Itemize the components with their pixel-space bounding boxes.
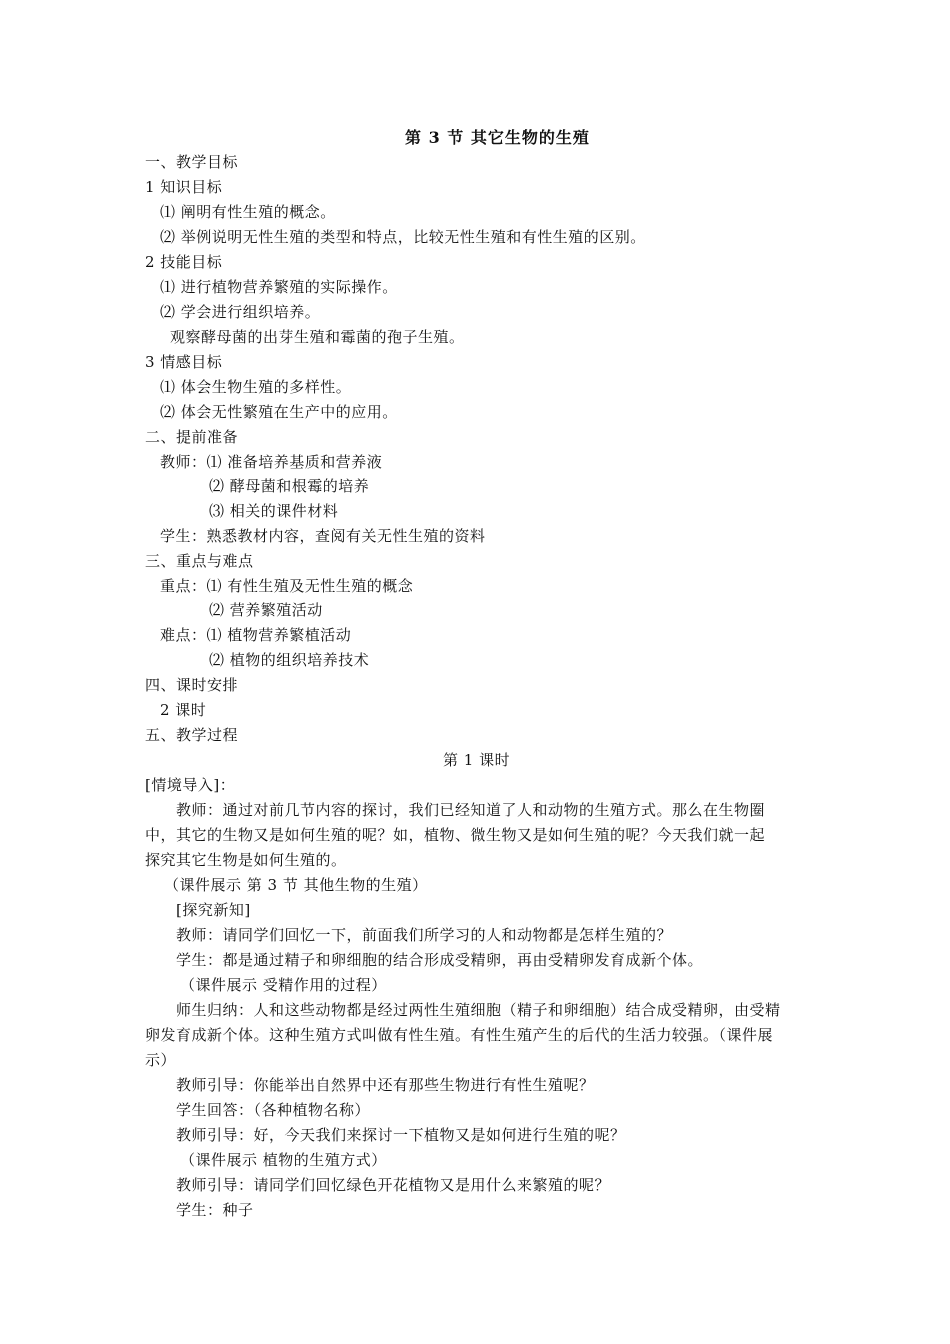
text-line: ⑵ 体会无性繁殖在生产中的应用。 [160, 403, 398, 421]
text-line: ⑵ 营养繁殖活动 [209, 601, 323, 619]
text-line: 卵发育成新个体。这种生殖方式叫做有性生殖。有性生殖产生的后代的生活力较强。（课件展 [145, 1026, 774, 1044]
text-line: 教师引导：请同学们回忆绿色开花植物又是用什么来繁殖的呢？ [176, 1176, 611, 1194]
text-line: ⑵ 植物的组织培养技术 [209, 651, 370, 669]
subsection-heading: 1 知识目标 [145, 178, 223, 196]
text-line: ⑴ 进行植物营养繁殖的实际操作。 [160, 278, 398, 296]
section-heading: 二、提前准备 [145, 428, 239, 446]
text-line: （课件展示 第 3 节 其他生物的生殖） [164, 876, 428, 894]
section-heading: 三、重点与难点 [145, 552, 254, 570]
text-line: 学生：熟悉教材内容，查阅有关无性生殖的资料 [160, 527, 486, 545]
text-line: 重点：⑴ 有性生殖及无性生殖的概念 [160, 577, 414, 595]
text-line: 学生：种子 [176, 1201, 254, 1219]
lesson-heading: 第 1 课时 [443, 751, 511, 769]
page-title: 第 3 节 其它生物的生殖 [405, 128, 590, 147]
subsection-heading: 2 技能目标 [145, 253, 223, 271]
text-line: ⑴ 体会生物生殖的多样性。 [160, 378, 352, 396]
text-line: 难点：⑴ 植物营养繁植活动 [160, 626, 352, 644]
text-line: （课件展示 受精作用的过程） [180, 976, 387, 994]
text-line: ⑵ 举例说明无性生殖的类型和特点，比较无性生殖和有性生殖的区别。 [160, 228, 646, 246]
text-line: ⑴ 阐明有性生殖的概念。 [160, 203, 336, 221]
text-line: 学生回答：（各种植物名称） [176, 1101, 371, 1119]
text-line: [情境导入]： [145, 776, 236, 794]
text-line: 探究其它生物是如何生殖的。 [145, 851, 347, 869]
section-heading: 五、教学过程 [145, 726, 239, 744]
text-line: 教师引导：你能举出自然界中还有那些生物进行有性生殖呢？ [176, 1076, 595, 1094]
text-line: ⑵ 酵母菌和根霉的培养 [209, 477, 370, 495]
text-line: 师生归纳：人和这些动物都是经过两性生殖细胞（精子和卵细胞）结合成受精卵，由受精 [176, 1001, 781, 1019]
text-line: 教师引导：好，今天我们来探讨一下植物又是如何进行生殖的呢？ [176, 1126, 626, 1144]
text-line: 示） [145, 1051, 177, 1069]
text-line: 中，其它的生物又是如何生殖的呢？如，植物、微生物又是如何生殖的呢？今天我们就一起 [145, 826, 766, 844]
subsection-heading: 3 情感目标 [145, 353, 223, 371]
text-line: 教师：⑴ 准备培养基质和营养液 [160, 453, 383, 471]
text-line: 学生：都是通过精子和卵细胞的结合形成受精卵，再由受精卵发育成新个体。 [176, 951, 704, 969]
text-line: （课件展示 植物的生殖方式） [180, 1151, 387, 1169]
section-heading: 四、课时安排 [145, 676, 239, 694]
text-line: ⑵ 学会进行组织培养。 [160, 303, 321, 321]
section-heading: 一、教学目标 [145, 153, 239, 171]
text-line: 观察酵母菌的出芽生殖和霉菌的孢子生殖。 [170, 328, 465, 346]
text-line: [探究新知] [176, 901, 251, 919]
text-line: 教师：通过对前几节内容的探讨，我们已经知道了人和动物的生殖方式。那么在生物圈 [176, 801, 766, 819]
text-line: 2 课时 [160, 701, 207, 719]
text-line: ⑶ 相关的课件材料 [209, 502, 339, 520]
text-line: 教师：请同学们回忆一下，前面我们所学习的人和动物都是怎样生殖的？ [176, 926, 673, 944]
